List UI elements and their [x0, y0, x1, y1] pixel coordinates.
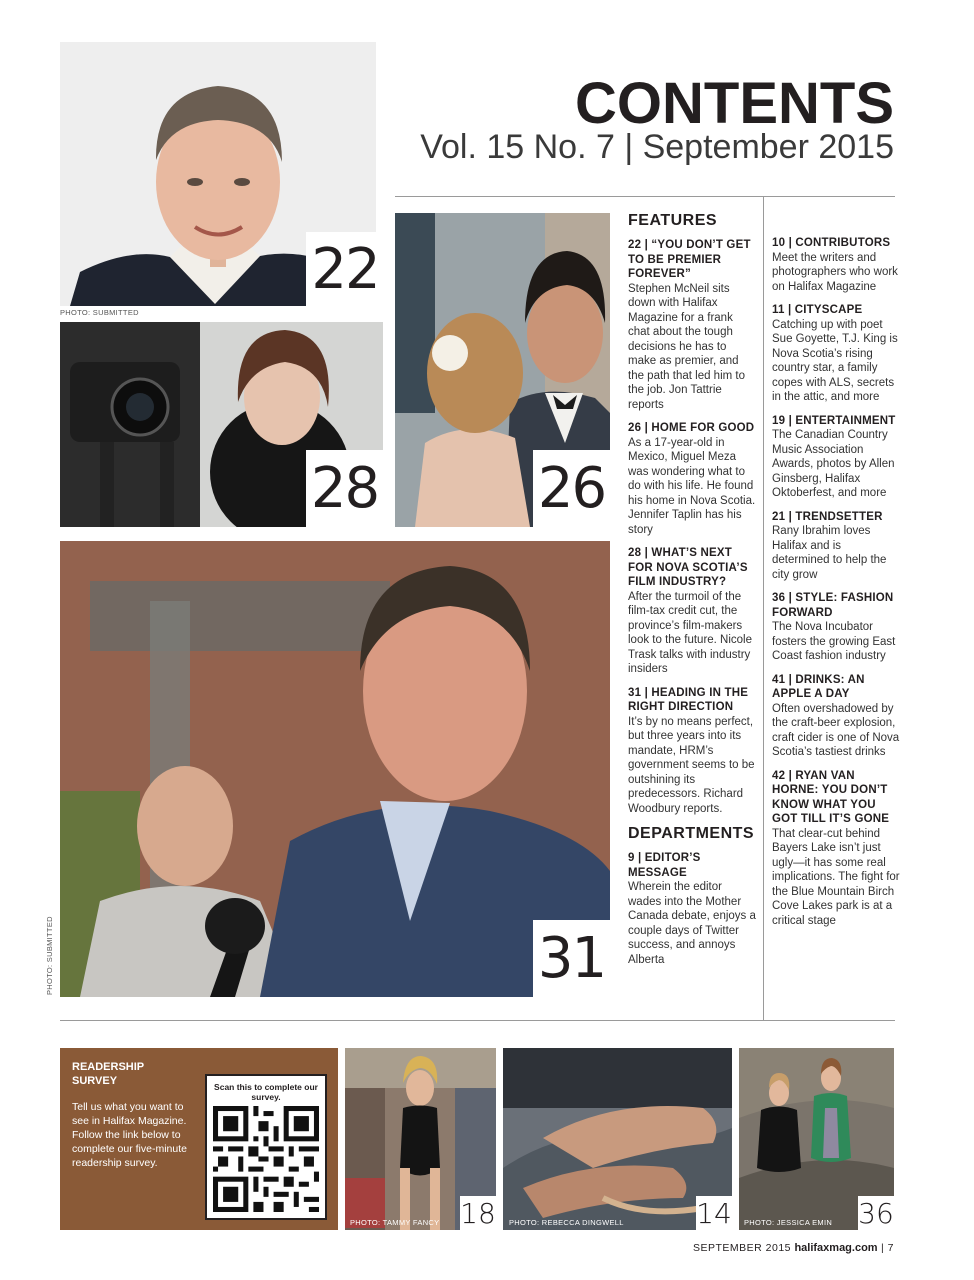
department-title: 19 | ENTERTAINMENT	[772, 414, 896, 427]
page-number-badge-14: 14	[696, 1196, 732, 1230]
department-entry[interactable]	[772, 303, 900, 405]
page-number-badge-18: 18	[460, 1196, 496, 1230]
department-desc: The Nova Incubator fosters the growing East Coast fashion industry	[772, 621, 896, 662]
feature-title: 26 | HOME FOR GOOD	[628, 422, 755, 434]
speaker-microphone-image	[60, 541, 610, 997]
department-entry[interactable]	[772, 236, 900, 294]
qr-code-icon[interactable]	[213, 1106, 319, 1212]
column-divider	[763, 197, 764, 1020]
departments-column	[772, 236, 900, 937]
department-title: 36 | STYLE: FASHION FORWARD	[772, 592, 894, 619]
page-number-badge-36: 36	[858, 1196, 894, 1230]
feature-entry[interactable]	[628, 421, 756, 537]
department-title: 9 | EDITOR’S MESSAGE	[628, 852, 701, 879]
feature-title: 28 | WHAT’S NEXT FOR NOVA SCOTIA’S FILM INDUSTRY?	[628, 547, 748, 588]
page-title: CONTENTS	[575, 71, 894, 136]
readership-survey-box	[60, 1048, 338, 1230]
header-divider	[395, 196, 895, 197]
department-title: 11 | CITYSCAPE	[772, 304, 863, 316]
page-number-badge-22: 22	[306, 232, 384, 306]
page-number-badge-28: 28	[306, 450, 383, 527]
department-entry[interactable]	[628, 851, 756, 967]
bottom-divider	[60, 1020, 895, 1021]
department-desc: Wherein the editor wades into the Mother Canada debate, enjoys a couple days of Twitter success, and annoys Alberta	[628, 881, 756, 966]
department-entry[interactable]	[772, 769, 900, 929]
feature-desc: As a 17-year-old in Mexico, Miguel Meza was wondering what to do with his life. He found his home in Nova Scotia. Jennifer Taplin has his story	[628, 436, 756, 536]
department-title: 21 | TRENDSETTER	[772, 510, 883, 523]
department-desc: Often overshadowed by the craft-beer explosion, craft cider is one of Nova Scotia’s tastiest drinks	[772, 702, 900, 758]
department-desc: Meet the writers and photographers who work on Halifax Magazine	[772, 251, 898, 293]
footer-separator: |	[881, 1242, 888, 1254]
page-number-badge-31: 31	[533, 920, 610, 997]
photo-credit-18: PHOTO: TAMMY FANCY	[350, 1218, 440, 1227]
department-entry[interactable]	[772, 510, 900, 583]
department-title: 10 | CONTRIBUTORS	[772, 237, 891, 249]
page-footer	[693, 1242, 894, 1254]
department-desc: That clear-cut behind Bayers Lake isn’t just ugly—it has some real implications. The fight for the Blue Mountain Birch Cove Lakes park is at a critical stage	[772, 827, 900, 927]
footer-page-number: 7	[887, 1242, 894, 1254]
features-column	[628, 212, 756, 976]
department-title: 42 | RYAN VAN HORNE: YOU DON’T KNOW WHAT YOU GOT TILL IT’S GONE	[772, 769, 890, 825]
photo-credit-31: PHOTO: SUBMITTED	[45, 916, 54, 995]
qr-label: Scan this to complete our survey.	[214, 1082, 318, 1102]
qr-code-panel[interactable]	[205, 1074, 327, 1220]
department-entry[interactable]	[772, 673, 900, 760]
feature-title: 31 | HEADING IN THE RIGHT DIRECTION	[628, 686, 749, 713]
department-desc: The Canadian Country Music Association Awards, photos by Allen Ginsberg, Halifax Oktoberfest, and more	[772, 429, 895, 499]
feature-title: 22 | “YOU DON’T GET TO BE PREMIER FOREVER”	[628, 239, 751, 280]
feature-desc: It’s by no means perfect, but three years into its mandate, HRM’s government seems to be outshining its predecessors. Richard Woodbury reports.	[628, 715, 755, 815]
photo-credit-14: PHOTO: REBECCA DINGWELL	[509, 1218, 624, 1227]
features-heading: FEATURES	[628, 212, 718, 229]
issue-info: Vol. 15 No. 7 | September 2015	[420, 128, 894, 166]
feature-desc: Stephen McNeil sits down with Halifax Magazine for a frank chat about the tough decisions he has to make as premier, and the path that led him to the job. Jon Tattrie reports	[628, 282, 745, 411]
feature-entry[interactable]	[628, 238, 756, 412]
survey-text: Tell us what you want to see in Halifax Magazine. Follow the link below to complete our five-minute readership survey.	[72, 1101, 187, 1169]
photo-31	[60, 541, 610, 997]
photo-credit-22: PHOTO: SUBMITTED	[60, 308, 139, 317]
page-number-badge-26: 26	[533, 450, 610, 527]
department-entry[interactable]	[772, 414, 900, 501]
department-entry[interactable]	[772, 591, 900, 664]
footer-site-link[interactable]: halifaxmag.com	[794, 1242, 878, 1254]
department-desc: Catching up with poet Sue Goyette, T.J. King is Nova Scotia’s rising country star, a family copes with ALS, secrets in the attic, and more	[772, 318, 898, 403]
feature-desc: After the turmoil of the film-tax credit cut, the province’s film-makers look to the future. Nicole Trask talks with industry insiders	[628, 590, 753, 675]
departments-heading: DEPARTMENTS	[628, 825, 755, 842]
department-title: 41 | DRINKS: AN APPLE A DAY	[772, 673, 865, 700]
feature-entry[interactable]	[628, 686, 756, 817]
photo-credit-36: PHOTO: JESSICA EMIN	[744, 1218, 833, 1227]
survey-title: READERSHIP SURVEY	[72, 1061, 144, 1087]
footer-month: SEPTEMBER 2015	[692, 1242, 792, 1254]
feature-entry[interactable]	[628, 546, 756, 677]
department-desc: Rany Ibrahim loves Halifax and is determined to help the city grow	[772, 525, 887, 581]
